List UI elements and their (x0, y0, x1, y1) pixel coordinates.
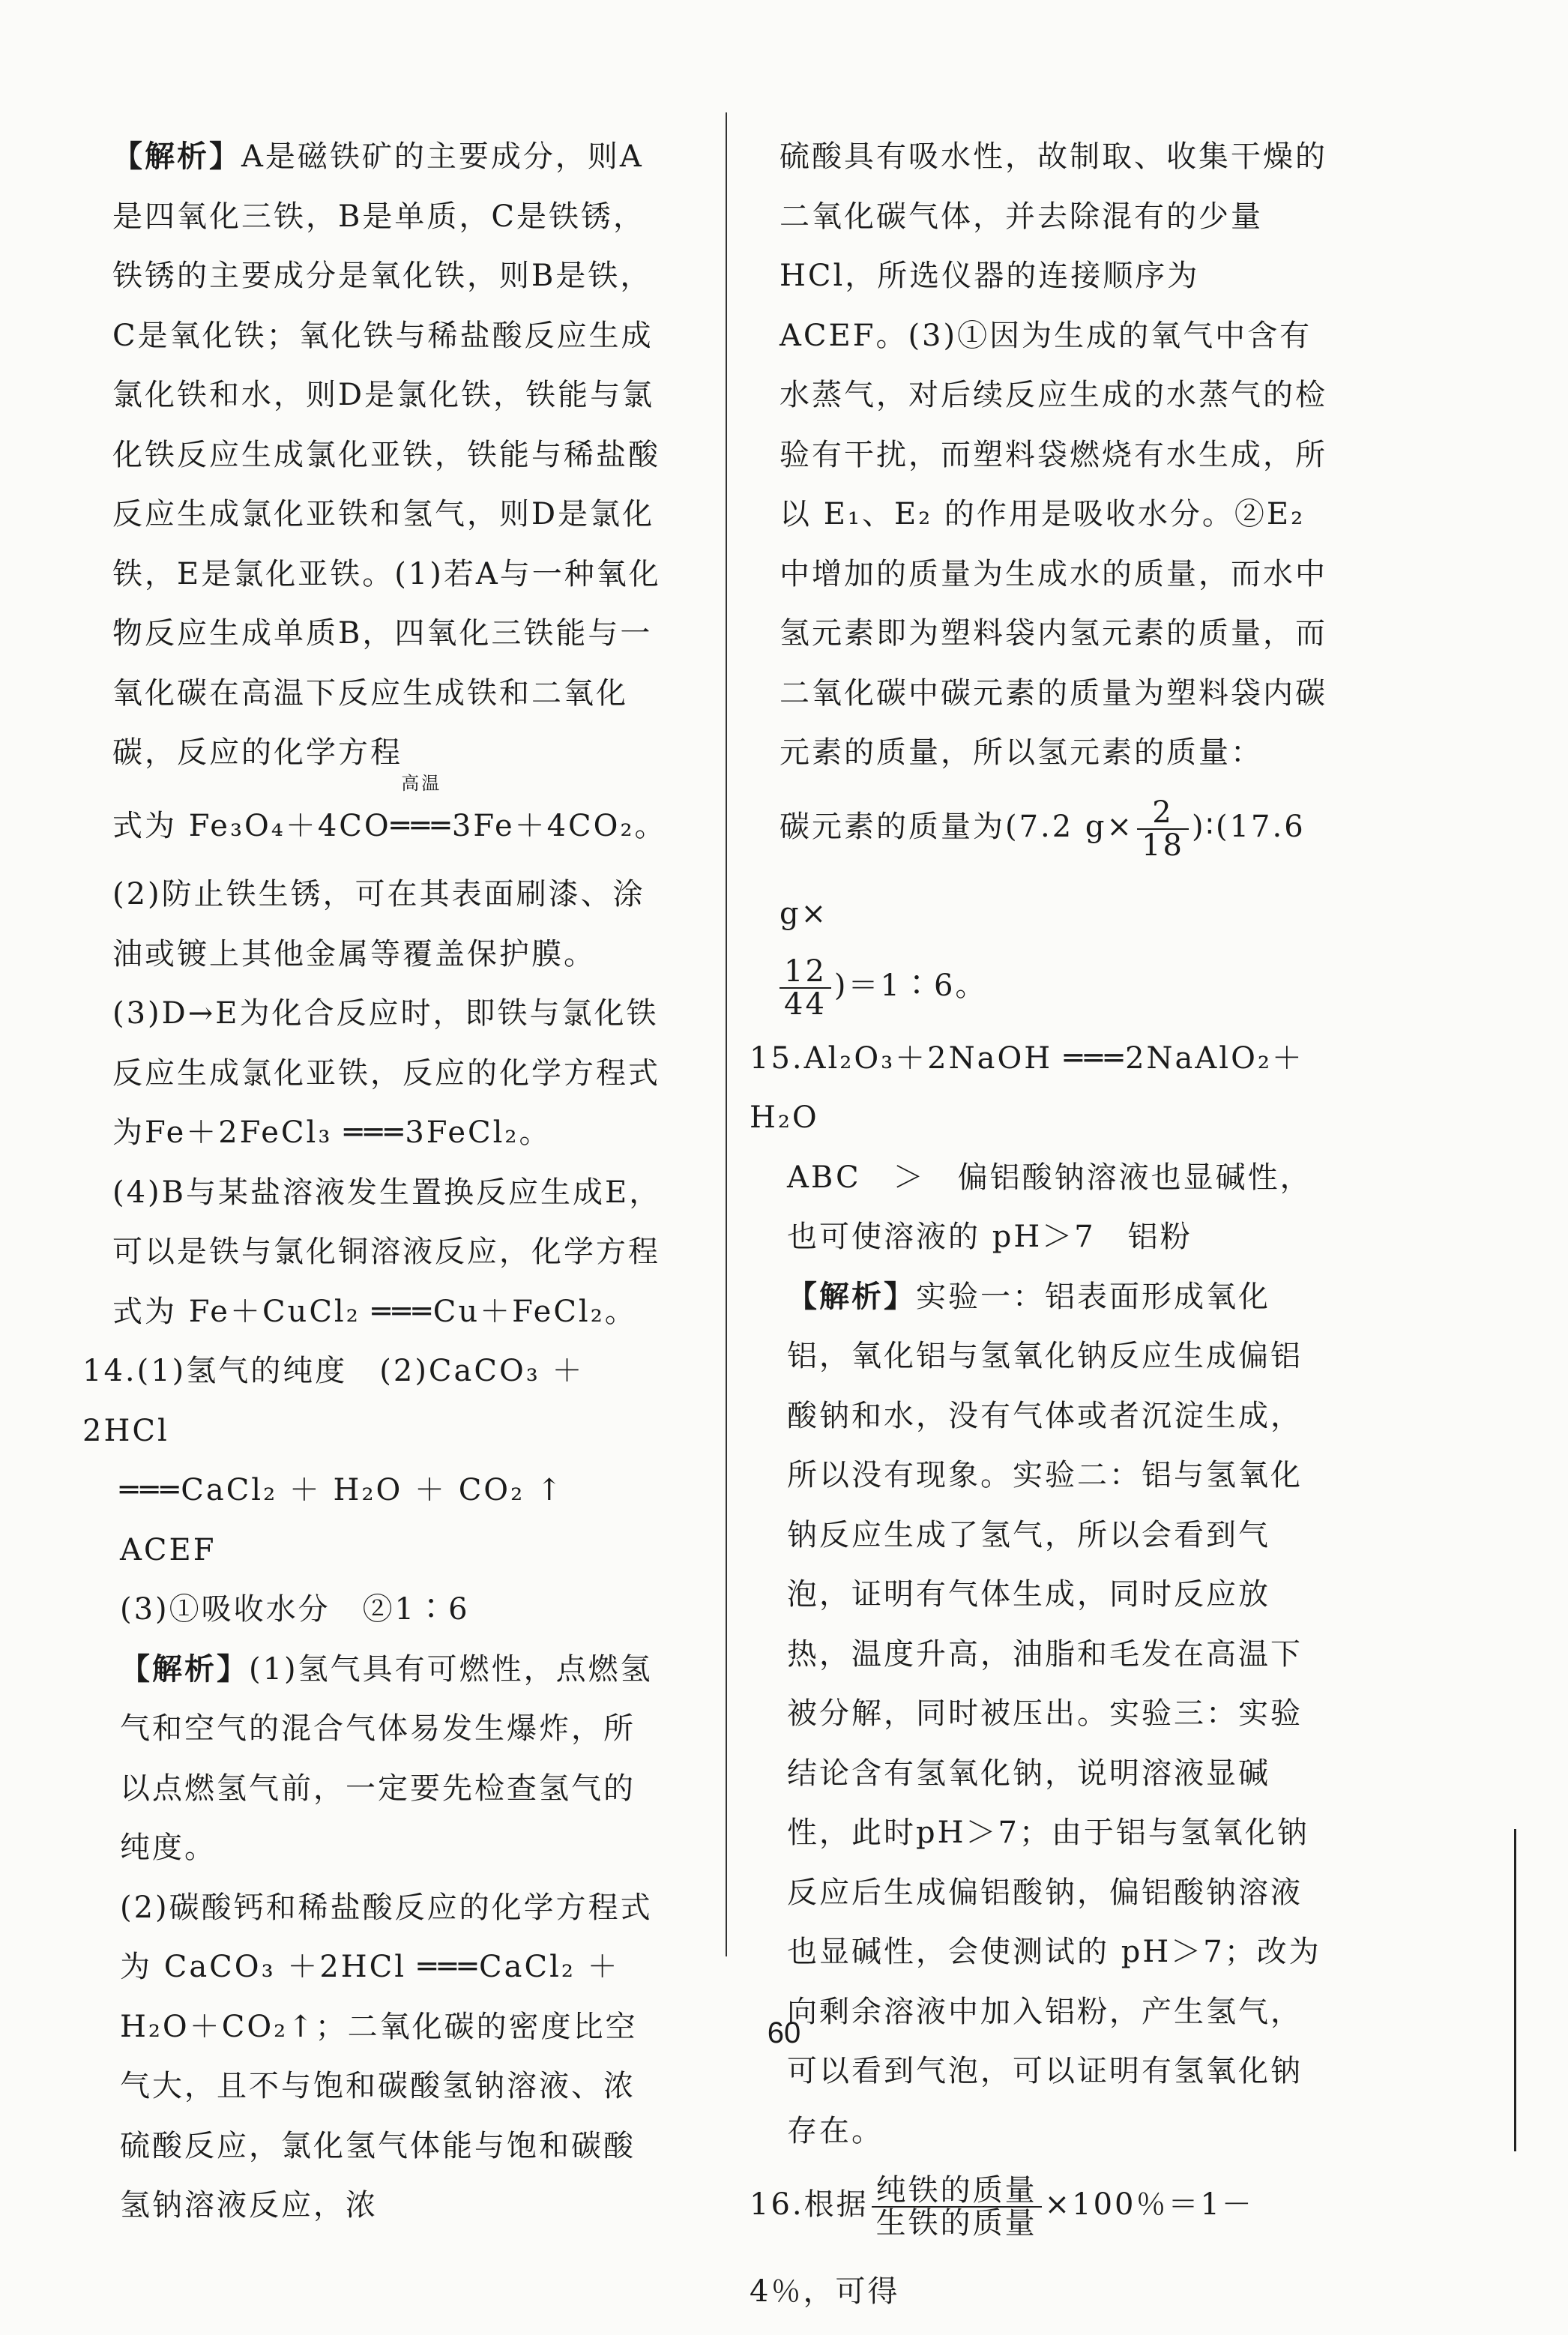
fraction-denominator: 44 (784, 986, 827, 1022)
ratio-suffix: )＝1∶6。 (833, 968, 988, 1003)
fraction-numerator: 12 (780, 956, 831, 989)
eq-condition: 高温 (401, 772, 442, 794)
fraction-numerator: 纯铁的质量 (872, 2175, 1042, 2208)
eq-prefix: 式为 Fe₃O₄＋4CO (112, 808, 391, 843)
q15-answer-line1: 15.Al₂O₃＋2NaOH ═══2NaAlO₂＋H₂O (750, 1040, 1304, 1135)
q16-fraction (872, 2175, 1042, 2239)
q13-analysis (112, 127, 667, 783)
q14-analysis-continued: 硫酸具有吸水性，故制取、收集干燥的二氧化碳气体，并去除混有的少量 HCl，所选仪器的连接顺序为 ACEF。(3)①因为生成的氧气中含有水蒸气，对后续反应生成的水蒸气的检验有干扰，而塑料袋燃烧有水生成，所以 E₁、E₂ 的作用是吸收水分。②E₂ 中增加的质量为生成水的质量，而水中氢元素即为塑料袋内氢元素的质量，而二氧化碳中碳元素的质量为塑料袋内碳元素的质量，所以氢元素的质量： (780, 139, 1327, 770)
fraction-2-18 (1137, 797, 1189, 861)
q14-answer-line3: (3)①吸收水分 ②1∶6 (120, 1592, 470, 1627)
left-column (82, 127, 667, 2236)
fraction-12-44 (780, 953, 831, 1022)
q13-part3: (3)D→E为化合反应时，即铁与氯化铁反应生成氯化亚铁，反应的化学方程式为Fe＋2FeCl₃ ═══3FeCl₂。 (112, 996, 660, 1150)
eq-arrow: 高温 ═══ (391, 772, 452, 843)
ratio-prefix: 碳元素的质量为(7.2 g× (780, 809, 1135, 844)
q16-answer (750, 2161, 1334, 2335)
fraction-denominator: 生铁的质量 (875, 2206, 1037, 2241)
analysis-tag: 【解析】 (787, 1279, 916, 1314)
q14-analysis-2: (2)碳酸钙和稀盐酸反应的化学方程式为 CaCO₃ ＋2HCl ═══CaCl₂ ＋ H₂O＋CO₂↑；二氧化碳的密度比空气大，且不与饱和碳酸氢钠溶液、浓硫酸反应，氯化氢气体能与饱和碳酸氢钠溶液反应，浓 (120, 1890, 653, 2223)
fraction-denominator: 18 (1142, 828, 1184, 863)
q16-suffix: ×100％＝1－4％，可得 (750, 2187, 1254, 2309)
analysis-tag: 【解析】 (112, 139, 241, 174)
page-edge-line (1514, 1829, 1516, 2151)
q13-part4: (4)B与某盐溶液发生置换反应生成E，可以是铁与氯化铜溶液反应，化学方程式为 Fe＋CuCl₂ ═══Cu＋FeCl₂。 (112, 1175, 662, 1329)
column-divider (726, 112, 727, 1956)
q15-analysis-text: 实验一：铝表面形成氧化铝，氧化铝与氢氧化钠反应生成偏铝酸钠和水，没有气体或者沉淀生成，所以没有现象。实验二：铝与氢氧化钠反应生成了氢气，所以会看到气泡，证明有气体生成，同时反应放热，温度升高，油脂和毛发在高温下被分解，同时被压出。实验三：实验结论含有氢氧化钠，说明溶液显碱性，此时pH＞7；由于铝与氢氧化钠反应后生成偏铝酸钠，偏铝酸钠溶液也显碱性，会使测试的 pH＞7；改为向剩余溶液中加入铝粉，产生氢气，可以看到气泡，可以证明有氢氧化钠存在。 (787, 1279, 1321, 2148)
mass-ratio-line (780, 783, 1334, 957)
ratio-mid: )∶(17.6 g× (780, 809, 1306, 931)
q14-analysis-text: (1)氢气具有可燃性，点燃氢气和空气的混合气体易发生爆炸，所以点燃氢气前，一定要先检查氢气的纯度。 (120, 1651, 653, 1865)
q15-answer-line2: ABC ＞ 偏铝酸钠溶液也显碱性，也可使溶液的 pH＞7 铝粉 (787, 1160, 1312, 1254)
q16-prefix: 16.根据 (750, 2187, 869, 2222)
analysis-tag: 【解析】 (120, 1651, 249, 1687)
mass-ratio-line-2 (780, 942, 1334, 1029)
q14-answer-line2: ═══CaCl₂ ＋ H₂O ＋ CO₂ ↑ ACEF (120, 1473, 609, 1567)
fraction-numerator: 2 (1137, 797, 1189, 830)
right-column (750, 127, 1334, 2335)
q14-analysis-1 (112, 1640, 667, 1878)
q13-analysis-text: A是磁铁矿的主要成分，则A是四氧化三铁，B是单质，C是铁锈，铁锈的主要成分是氧化铁，则B是铁，C是氧化铁；氧化铁与稀盐酸反应生成氯化铁和水，则D是氯化铁，铁能与氯化铁反应生成氯化亚铁，铁能与稀盐酸反应生成氯化亚铁和氢气，则D是氯化铁，E是氯化亚铁。(1)若A与一种氧化物反应生成单质B，四氧化三铁能与一氧化碳在高温下反应生成铁和二氧化碳，反应的化学方程 (112, 139, 661, 770)
q14-answer-line1: 14.(1)氢气的纯度 (2)CaCO₃ ＋2HCl (82, 1354, 585, 1448)
q13-part2: (2)防止铁生锈，可在其表面刷漆、涂油或镀上其他金属等覆盖保护膜。 (112, 877, 645, 971)
eq-suffix: 3Fe＋4CO₂。 (451, 808, 667, 843)
q13-equation (112, 772, 667, 857)
page-number: 60 (767, 2016, 801, 2049)
